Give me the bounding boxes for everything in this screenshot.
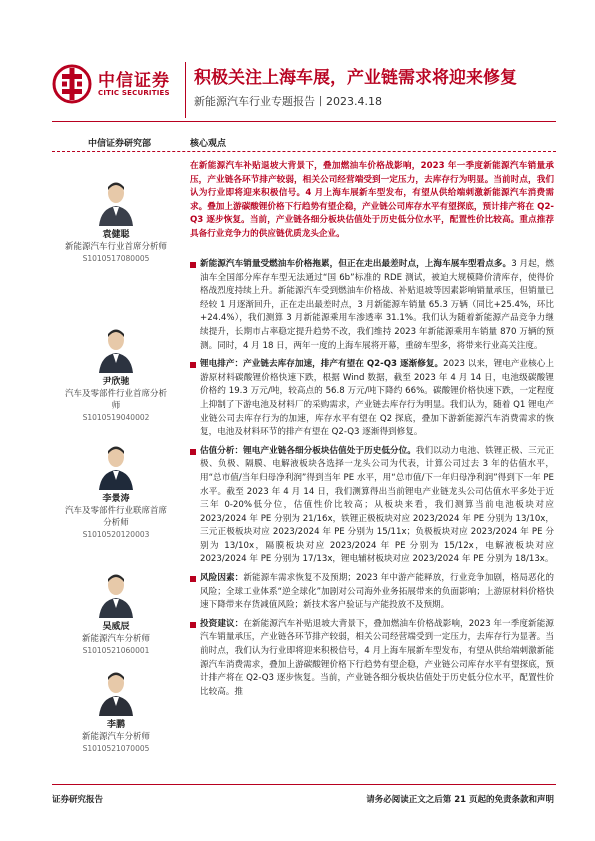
section-divider: [52, 151, 556, 152]
citic-logo: [52, 64, 182, 110]
logo-text-en: CITIC SECURITIES: [98, 89, 170, 97]
analyst-cert: S1010520120003: [82, 530, 150, 539]
analyst-title: 新能源汽车分析师: [81, 732, 150, 742]
sidebar-title: 中信证券研究部: [88, 139, 152, 149]
analyst-name: 李鹏: [106, 720, 125, 730]
paragraph-lead: 风险因素：: [200, 573, 244, 584]
paragraph: [190, 258, 554, 353]
header-rule: [52, 121, 556, 122]
core-summary: 在新能源汽车补贴退坡大背景下，叠加燃油车价格战影响，2023 年一季度新能源汽车销量承压，产业链各环节排产较弱，相关公司经营端受到一定压力，去库存行为明显。当前时点，我们认为行业即将迎来积极信号。4 月上海车展新车型发布，有望从供给端刺激新能源汽车消费需求。叠加上游碳酸锂价格下行趋势有望企稳，产业链公司库存水平有望探底，预计排产将在 Q2-Q3 逐步恢复。当前，产业链各细分板块估值处于历史低分位水平，配置性价比较高。重点推荐具备行业竞争力的供应链优质龙头企业。: [190, 161, 554, 239]
analyst-name: 李景涛: [102, 494, 130, 504]
header-divider: [185, 62, 186, 118]
paragraph-body: 3 月起，燃油车全国部分库存车型无法通过“国 6b”标准的 RDE 测试，被迫大规模降价清库存，使得价格战烈度持续上升。新能源汽车受到燃油车价格战、补贴退坡等因素影响销量承压，但销量已经较 1 月逐渐回升，正在走出最差时点，3 月新能源车销量 65.3 万辆（同比+25.4%，环比+24.4%），我们测算 3 月新能源乘用车渗透率 31.1%。我们认为随着新能源产品竞争力继续提升，长期市占率稳定提升趋势不改，我们维持 2023 年新能源乘用车销量 870 万辆的预测。同时，4 月 18 日，两年一度的上海车展将开幕，重磅车型多，将带来行业高关注度。: [200, 259, 554, 351]
analyst-cert: S1010521070005: [82, 744, 150, 753]
analyst-photo: [97, 668, 135, 716]
analyst-photo: [97, 325, 135, 373]
bullet-square-icon: [190, 622, 196, 628]
report-header: [0, 0, 595, 122]
footer-rule: [52, 784, 556, 785]
analyst-photo: [97, 178, 135, 226]
paragraph-body: 在新能源汽车补贴退坡大背景下，叠加燃油车价格战影响，2023 年一季度新能源汽车销量承压，产业链各环节排产较弱，相关公司经营端受到一定压力，去库存行为显著。当前时点，我们认为行业即将迎来积极信号，4 月上海车展新车型发布，有望从供给端刺激新能源汽车消费需求，叠加上游碳酸锂价格下行趋势有望企稳，产业链公司库存水平有望探底，预计排产将在 Q2-Q3 逐步恢复。当前，产业链各细分板块估值处于历史低分位水平，配置性价比较高。推: [200, 618, 554, 697]
paragraph-lead: 锂电排产：产业链去库存加速，排产有望在 Q2-Q3 逐渐修复。: [200, 359, 444, 370]
analyst-card: [52, 442, 180, 541]
paragraph-lead: 投资建议：: [200, 618, 244, 629]
analyst-cert: S1010519040002: [82, 413, 150, 422]
footer-label: 证券研究报告: [52, 795, 104, 805]
paragraph-lead: 新能源汽车销量受燃油车价格拖累，但正在走出最差时点，上海车展车型看点多。: [200, 259, 512, 269]
analyst-card: [52, 570, 180, 657]
analyst-name: 袁健聪: [102, 230, 130, 240]
report-title: 积极关注上海车展，产业链需求将迎来修复: [194, 68, 517, 88]
analyst-cert: S1010521060001: [82, 646, 150, 655]
report-subtitle: 新能源汽车行业专题报告丨2023.4.18: [194, 95, 382, 108]
analyst-card: [52, 178, 180, 265]
section-title: 核心观点: [190, 139, 227, 149]
analyst-photo: [97, 570, 135, 618]
analyst-cert: S1010517080005: [82, 254, 150, 263]
paragraph-lead: 估值分析：锂电产业链各细分板块估值处于历史低分位。: [200, 445, 416, 456]
bullet-square-icon: [190, 362, 196, 368]
paragraph-body: 我们以动力电池、铁锂正极、三元正极、负极、隔膜、电解液板块各选择一龙头公司为代表，计算公司过去 3 年的估值水平，用“总市值/当年归母净利润”得到当年 PE 水平，用“总市值/下一年归母净利润”得到下一年 PE 水平。截至 2023 年 4 月 14 日，我们测算得出当前锂电产业链龙头公司估值水平多处于近三年 0-20%低分位，估值性价比较高；从板块来看，我们测算当前电池板块对应 2023/2024 年 PE 分别为 21/16x，铁锂正极板块对应 2023/2024 年 PE 分别为 13/10x，三元正极板块对应 2023/2024 年 PE 分别为 15/11x；负极板块对应 2023/2024 年 PE 分别为 13/10x，隔膜板块对应 2023/2024 年 PE 分别为 15/12x，电解液板块对应 2023/2024 年 PE 分别为 17/13x，锂电辅材板块对应 2023/2024 年 PE 分别为 18/13x。: [200, 445, 554, 565]
analyst-title: 汽车及零部件行业首席分析师: [64, 389, 167, 411]
bullet-square-icon: [190, 576, 196, 582]
paragraph: [190, 445, 554, 567]
analyst-name: 吴威辰: [102, 622, 130, 632]
analyst-card: [52, 325, 180, 424]
paragraph-body: 2023 以来，锂电产业核心上游原材料碳酸锂价格快速下跌，根据 Wind 数据，截至 2023 年 4 月 14 日，电池级碳酸锂价格约 19.3 万元/吨，较高点的 56.8 万元/吨下降约 66%。碳酸锂价格快速下跌，一定程度上抑制了下游电池及材料厂的采购需求，产业链去库存行为明显。我们认为，随着 Q1 锂电产业链公司去库存行为的加速，库存水平有望在 Q2 探底，叠加下游新能源汽车消费需求的恢复，电池及材料环节的排产有望在 Q2-Q3 逐渐得到修复。: [200, 359, 554, 438]
analyst-title: 新能源汽车行业首席分析师: [64, 242, 167, 252]
paragraph-body: 新能源车需求恢复不及预期；2023 年中游产能释放，行业竞争加剧，格局恶化的风险；全球工业体系“逆全球化”加剧对公司海外业务拓展带来的负面影响；上游原材料价格快速下降带来存货减值风险；新技术客户验证与产能投放不及预期。: [200, 573, 554, 611]
bullet-square-icon: [190, 449, 196, 455]
logo-text-cn: 中信证券: [98, 71, 170, 91]
analyst-title: 汽车及零部件行业联席首席分析师: [64, 506, 167, 528]
citic-logo-icon: [52, 64, 92, 104]
paragraph: [190, 572, 554, 613]
analyst-name: 尹欣驰: [102, 377, 130, 387]
bullet-square-icon: [190, 262, 196, 268]
analyst-card: [52, 668, 180, 755]
paragraph: [190, 358, 554, 440]
main-content: [190, 258, 554, 704]
analyst-title: 新能源汽车分析师: [81, 634, 150, 644]
footer-disclaimer: 请务必阅读正文之后第 21 页起的免责条款和声明: [366, 795, 554, 805]
analyst-photo: [97, 442, 135, 490]
paragraph: [190, 618, 554, 700]
